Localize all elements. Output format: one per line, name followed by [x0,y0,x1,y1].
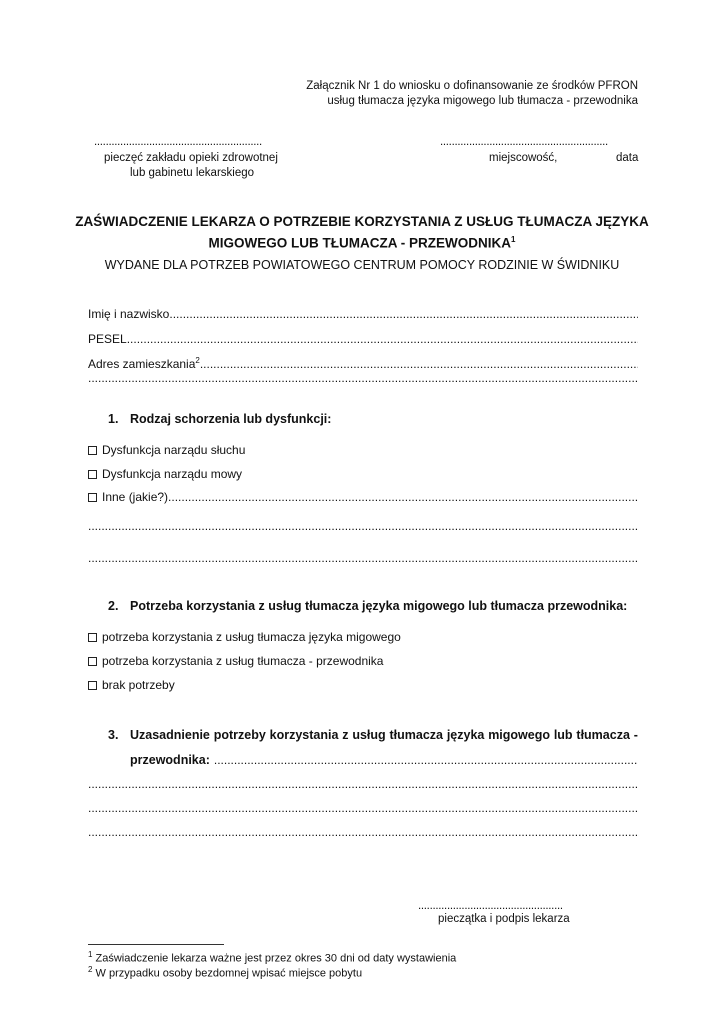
section3-number: 3. [108,728,119,742]
checkbox-other-dots [168,490,638,504]
stamp-label-line2: lub gabinetu lekarskiego [130,167,255,179]
footnote-1 [88,950,456,965]
section1-heading [108,412,331,426]
checkbox-square[interactable] [88,470,97,479]
document-title [60,213,664,253]
checkbox-square[interactable] [88,657,97,666]
checkbox-label: Dysfunkcja narządu słuchu [102,443,246,457]
footnote-2-text: W przypadku osoby bezdomnej wpisać miejsce pobytu [95,967,363,980]
name-field-row [88,307,638,323]
signature-dots: .................................................. [418,900,563,912]
section3-title-line1 [130,728,638,742]
stamp-label-line1: pieczęć zakładu opieki zdrowotnej [104,152,278,164]
section1-title: Rodzaj schorzenia lub dysfunkcji: [130,412,332,426]
checkbox-square[interactable] [88,633,97,642]
section3-title-word: migowego [488,728,550,742]
document-title-line1: ZAŚWIADCZENIE LEKARZA O POTRZEBIE KORZYSTANIA Z USŁUG TŁUMACZA JĘZYKA [75,214,649,229]
document-subtitle: WYDANE DLA POTRZEB POWIATOWEGO CENTRUM POMOCY RODZINIE W ŚWIDNIKU [104,258,620,272]
section1-blank-line2 [88,551,638,567]
section3-title-word: języka [446,728,485,742]
section3-blank-line1 [88,777,638,793]
pesel-field-row [88,332,638,348]
place-date-dots: .......................................................... [440,136,608,148]
name-field-dots [169,307,638,321]
section3-title-line2: przewodnika: [130,753,210,767]
section3-number-wrap [108,728,130,742]
pesel-field-dots [127,332,638,346]
checkbox-other-row [88,489,638,505]
section3-title-word: tłumacza [576,728,630,742]
checkbox-speech[interactable] [88,467,242,481]
checkbox-label: potrzeba korzystania z usług tłumacza języka migowego [102,630,401,644]
section3-line2 [130,753,638,769]
address-field-dots [200,357,638,371]
checkbox-square[interactable] [88,681,97,690]
checkbox-other[interactable] [88,493,97,502]
section3-title-word: potrzeby [213,728,266,742]
footnote-1-text: Zaświadczenie lekarza ważne jest przez okres 30 dni od daty wystawienia [95,952,457,965]
attachment-header-line1: Załącznik Nr 1 do wniosku o dofinansowanie ze środków PFRON [306,80,638,92]
footnote-ref-1: 1 [511,235,516,244]
blank-line-dots [88,801,638,815]
checkbox-label: potrzeba korzystania z usług tłumacza - przewodnika [102,654,384,668]
checkbox-guide[interactable] [88,654,383,668]
section3-title-word: usług [352,728,386,742]
section1-blank-line1 [88,519,638,535]
section3-title-word: korzystania [269,728,339,742]
footnote-2 [88,965,362,980]
attachment-header-line2: usług tłumacza języka migowego lub tłumacza - przewodnika [327,95,638,107]
section2-heading [108,599,627,613]
footnote-2-number: 2 [88,965,93,974]
section2-title: Potrzeba korzystania z usług tłumacza języka migowego lub tłumacza przewodnika: [130,599,628,613]
address-continuation-row [88,371,638,387]
section3-heading [130,728,638,742]
address-field-label-text: Adres zamieszkania [88,357,196,371]
footnote-1-number: 1 [88,950,93,959]
blank-line-dots [88,777,638,791]
blank-line-dots [88,825,638,839]
checkbox-label: Dysfunkcja narządu mowy [102,467,243,481]
section2-number: 2. [108,599,119,613]
checkbox-square[interactable] [88,446,97,455]
stamp-dots: .......................................................... [94,136,262,148]
section3-blank-line3 [88,825,638,841]
checkbox-sign-language[interactable] [88,630,401,644]
address-field-row [88,356,638,372]
section3-title-word: z [342,728,349,742]
pesel-field-label: PESEL [88,332,127,346]
section3-line2-dots [214,753,638,767]
section3-title-word: - [633,728,638,742]
address-field-label [88,356,200,371]
date-label: data [616,152,639,164]
document-title-line2-text: MIGOWEGO LUB TŁUMACZA - PRZEWODNIKA [208,235,511,251]
checkbox-label: brak potrzeby [102,678,175,692]
place-label: miejscowość, [489,152,558,164]
section3-title-word: tłumacza [389,728,443,742]
section3-title-word: lub [553,728,573,742]
footnote-separator [88,944,224,945]
footnote-ref-2: 2 [195,356,200,365]
blank-line-dots [88,519,638,533]
address-continuation-dots [88,371,638,385]
section3-title-word: Uzasadnienie [130,728,210,742]
blank-line-dots [88,551,638,565]
signature-label: pieczątka i podpis lekarza [438,913,570,925]
checkbox-other-label: Inne (jakie?) [102,490,169,504]
document-title-line2 [60,231,664,253]
name-field-label: Imię i nazwisko [88,307,170,321]
checkbox-no-need[interactable] [88,678,175,692]
checkbox-hearing[interactable] [88,443,245,457]
section3-blank-line2 [88,801,638,817]
section1-number: 1. [108,412,119,426]
